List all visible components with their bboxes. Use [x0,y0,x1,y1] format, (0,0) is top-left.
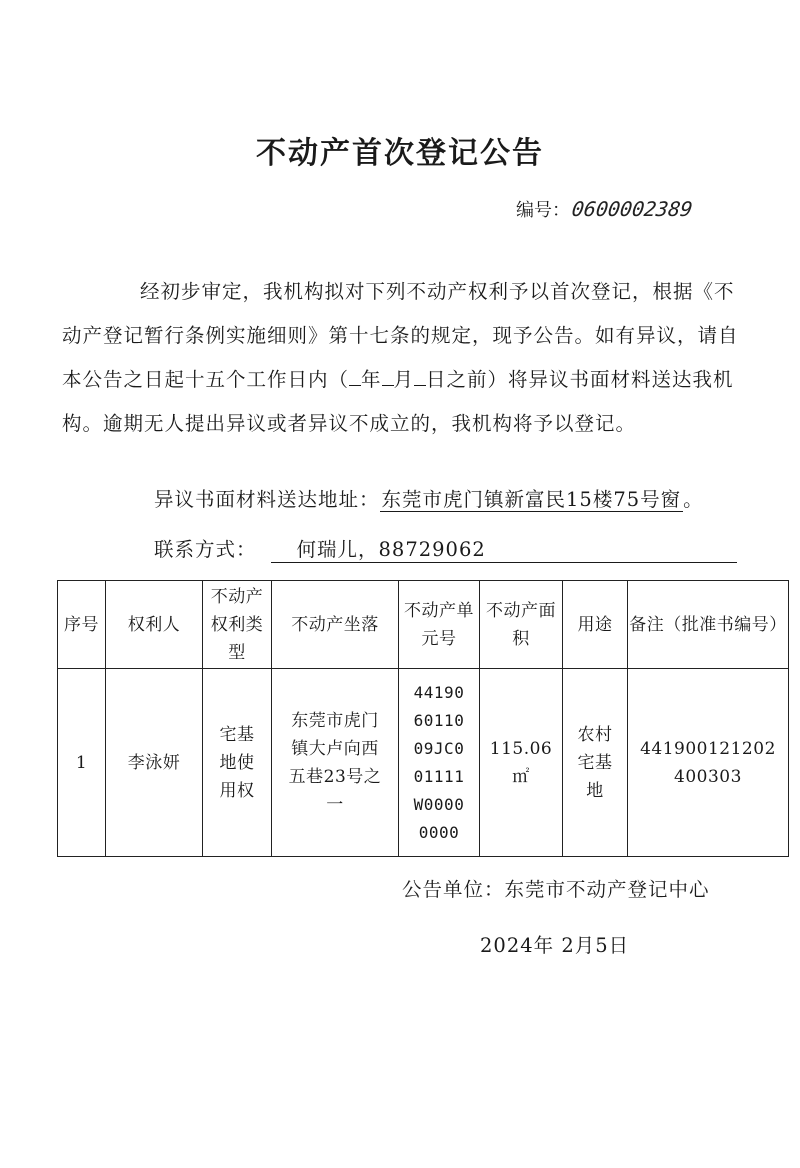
header-area [480,581,563,669]
header-right-type [203,581,272,669]
header-usage: 用途 [563,581,628,669]
cell-holder: 李泳妍 [106,669,203,857]
number-value: 0600002389 [570,197,695,221]
cell-remark [628,669,789,857]
cell-right-type-text: 宅基地使用权 [219,724,255,801]
contact-value: 何瑞儿，88729062 [296,538,486,561]
header-seq: 序号 [58,581,106,669]
table-row [58,669,789,857]
contact-info [154,534,737,563]
cell-unit-no [399,669,480,857]
cell-seq: 1 [58,669,106,857]
issue-date: 2024年 2月5日 [480,934,630,957]
month-blank [382,367,394,386]
address-label: 异议书面材料送达地址： [154,488,380,511]
registration-table [57,580,789,857]
page-title: 不动产首次登记公告 [256,136,544,171]
cell-location [272,669,399,857]
notice-body [62,270,742,446]
day-blank [414,367,426,386]
cell-remark-text: 441900121202400303 [640,738,776,787]
cell-unit-no-text: 441906011009JC001111W00000000 [413,682,465,842]
year-blank [349,367,361,386]
header-unit-no [399,581,480,669]
number-label: 编号： [516,200,570,221]
cell-usage-text: 农村宅基地 [577,724,613,801]
cell-area [480,669,563,857]
org-label: 公告单位： [402,878,505,901]
cell-location-text: 东莞市虎门镇大卢向西五巷23号之一 [288,710,382,815]
header-unit-no-text: 不动产单元号 [404,600,474,649]
cell-right-type [203,669,272,857]
header-right-type-text: 不动产权利类型 [210,586,264,663]
header-area-text: 不动产面积 [486,600,556,649]
table-header-row [58,581,789,669]
header-location: 不动产坐落 [272,581,399,669]
contact-label: 联系方式： [154,538,257,561]
issuing-unit [402,874,710,902]
cell-usage [563,669,628,857]
header-holder: 权利人 [106,581,203,669]
body-text-part1: 经初步审定，我机构拟对下列不动产权利予以首次登记，根据《不动产登记暂行条例实施细则》第十七条的规定，现予公告。如有异议，请自本公告之日起十五个工作日内（ [62,280,739,391]
objection-address [154,484,704,512]
month-label: 月 [393,368,415,391]
address-end: 。 [683,488,704,511]
cell-area-text: 115.06㎡ [489,738,553,787]
notice-number [516,196,695,222]
body-text-part2: 日之前）将异议书面材料送达我机构。逾期无人提出异议或者异议不成立的，我机构将予以登记。 [62,368,734,435]
year-label: 年 [361,368,382,391]
org-value: 东莞市不动产登记中心 [504,878,710,901]
address-value: 东莞市虎门镇新富民15楼75号窗 [381,488,682,511]
header-remark: 备注（批准书编号） [628,581,789,669]
